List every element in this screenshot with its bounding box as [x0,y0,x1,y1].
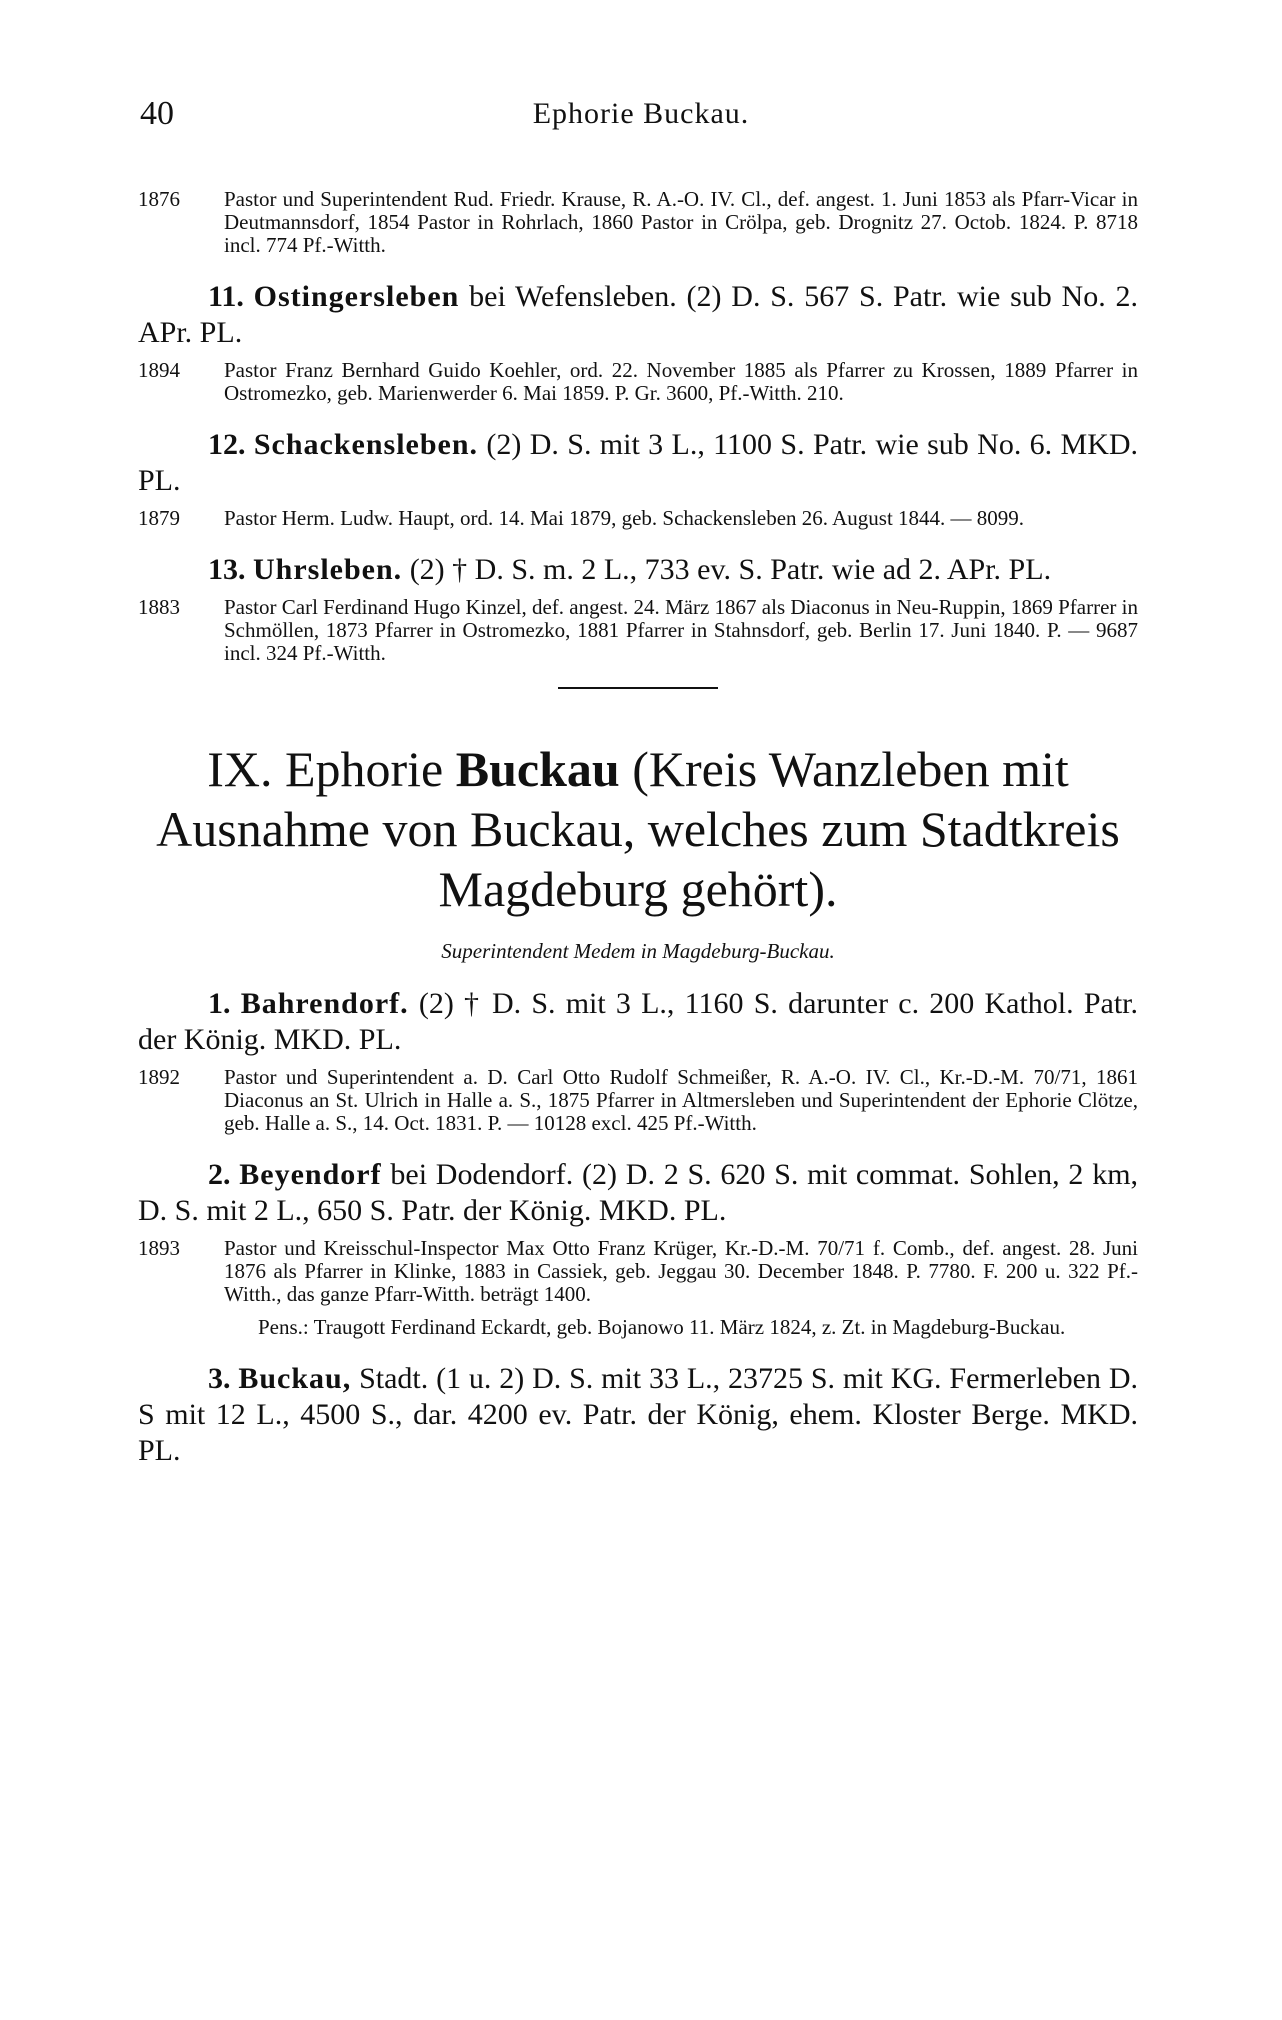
parish-heading [138,986,1138,1058]
parish-name: Schackensleben. [253,428,479,461]
clergy-entry-row [138,1066,1138,1135]
parish-number: 2. [208,1158,231,1191]
entry-text: Pastor und Superintendent a. D. Carl Otto Rudolf Schmeißer, R. A.-O. IV. Cl., Kr.-D.-M. 70/71, 1861 Diaconus an St. Ulrich in Halle a. S., 1875 Pfarrer in Altmersleben und Superintendent der Ephorie Clötze, geb. Halle a. S., 14. Oct. 1831. P. — 10128 excl. 425 Pf.-Witth. [224,1065,1138,1135]
parish-name: Bahrendorf. [240,987,409,1020]
parish-details: (2) † D. S. m. 2 L., 733 ev. S. Patr. wie ad 2. APr. PL. [409,553,1052,586]
section-place: Buckau [455,741,620,797]
entry-year: 1879 [138,506,180,530]
clergy-entry [138,507,1138,530]
section-divider [558,687,718,689]
clergy-entry-row [138,188,1138,257]
parish-name: Buckau, [238,1362,352,1395]
entry-text: Pastor und Kreisschul-Inspector Max Otto Franz Krüger, Kr.-D.-M. 70/71 f. Comb., def. angest. 28. Juni 1876 als Pfarrer in Klinke, 1883 in Cassiek, geb. Jeggau 30. December 1848. P. 7780. F. 200 u. 322 Pf.-Witth., das ganze Pfarr-Witth. beträgt 1400. [224,1236,1138,1306]
page-number: 40 [140,95,174,132]
parish-number: 11. [208,280,244,313]
parish-heading [138,427,1138,499]
entry-text: Pastor Franz Bernhard Guido Koehler, ord. 22. November 1885 als Pfarrer zu Krossen, 1889 Pfarrer in Ostromezko, geb. Marienwerder 6. Mai 1859. P. Gr. 3600, Pf.-Witth. 210. [224,358,1138,405]
parish-number: 1. [208,987,231,1020]
entry-text: Pastor und Superintendent Rud. Friedr. Krause, R. A.-O. IV. Cl., def. angest. 1. Juni 1853 als Pfarr-Vicar in Deutmannsdorf, 1854 Pastor in Rohrlach, 1860 Pastor in Crölpa, geb. Drognitz 27. Octob. 1824. P. 8718 incl. 774 Pf.-Witth. [224,187,1138,257]
entry-year: 1876 [138,187,180,211]
section-subtitle: (Kreis Wanzleben mit Ausnahme von Buckau, welches zum Stadtkreis Magdeburg gehört). [156,741,1120,917]
parish-details: (2) D. S. mit 3 L., 1100 S. Patr. wie sub No. 6. MKD. PL. [138,428,1139,497]
clergy-entry [138,359,1138,405]
parish-number: 3. [208,1362,231,1395]
clergy-entry-row [138,1237,1138,1306]
section-numeral: IX. Ephorie [207,741,444,797]
entry-year: 1883 [138,595,180,619]
entry-text: Pastor Carl Ferdinand Hugo Kinzel, def. angest. 24. März 1867 als Diaconus in Neu-Ruppin, 1869 Pfarrer in Schmöllen, 1873 Pfarrer in Ostromezko, 1881 Pfarrer in Stahnsdorf, geb. Berlin 17. Juni 1840. P. — 9687 incl. 324 Pf.-Witth. [224,595,1138,665]
clergy-entry-row [138,507,1138,530]
parish-heading [138,1361,1138,1469]
parish-name: Uhrsleben. [253,553,403,586]
running-head: Ephorie Buckau. [532,97,750,130]
entry-year: 1893 [138,1236,180,1260]
entry-text: Pastor Herm. Ludw. Haupt, ord. 14. Mai 1879, geb. Schackensleben 26. August 1844. — 8099. [224,506,1025,530]
clergy-entry [138,1066,1138,1135]
parish-heading [138,552,1138,588]
parish-number: 13. [208,553,246,586]
clergy-entry-row [138,596,1138,665]
clergy-entry [138,188,1138,257]
pension-note: Pens.: Traugott Ferdinand Eckardt, geb. Bojanowo 11. März 1824, z. Zt. in Magdeburg-Buckau. [258,1315,1066,1339]
section-title [138,739,1138,919]
clergy-entry [138,596,1138,665]
parish-heading [138,279,1138,351]
clergy-entry [138,1237,1138,1306]
page-content [138,188,1138,1477]
entry-year: 1892 [138,1065,180,1089]
parish-details: (2) † D. S. mit 3 L., 1160 S. darunter c. 200 Kathol. Patr. der König. MKD. PL. [138,987,1138,1056]
parish-name: Beyendorf [239,1158,382,1191]
parish-details: bei Dodendorf. (2) D. 2 S. 620 S. mit commat. Sohlen, 2 km, D. S. mit 2 L., 650 S. Patr. der König. MKD. PL. [138,1158,1139,1227]
page-header [140,95,1142,145]
clergy-entry-row [138,359,1138,405]
parish-heading [138,1157,1138,1229]
parish-details: bei Wefensleben. (2) D. S. 567 S. Patr. wie sub No. 2. APr. PL. [138,280,1139,349]
parish-name: Ostingersleben [253,280,460,313]
parish-number: 12. [208,428,246,461]
entry-year: 1894 [138,358,180,382]
parish-details: Stadt. (1 u. 2) D. S. mit 33 L., 23725 S. mit KG. Fermerleben D. S mit 12 L., 4500 S., dar. 4200 ev. Patr. der König, ehem. Kloster Berge. MKD. PL. [138,1362,1138,1467]
superintendent-line: Superintendent Medem in Magdeburg-Buckau. [441,939,835,963]
